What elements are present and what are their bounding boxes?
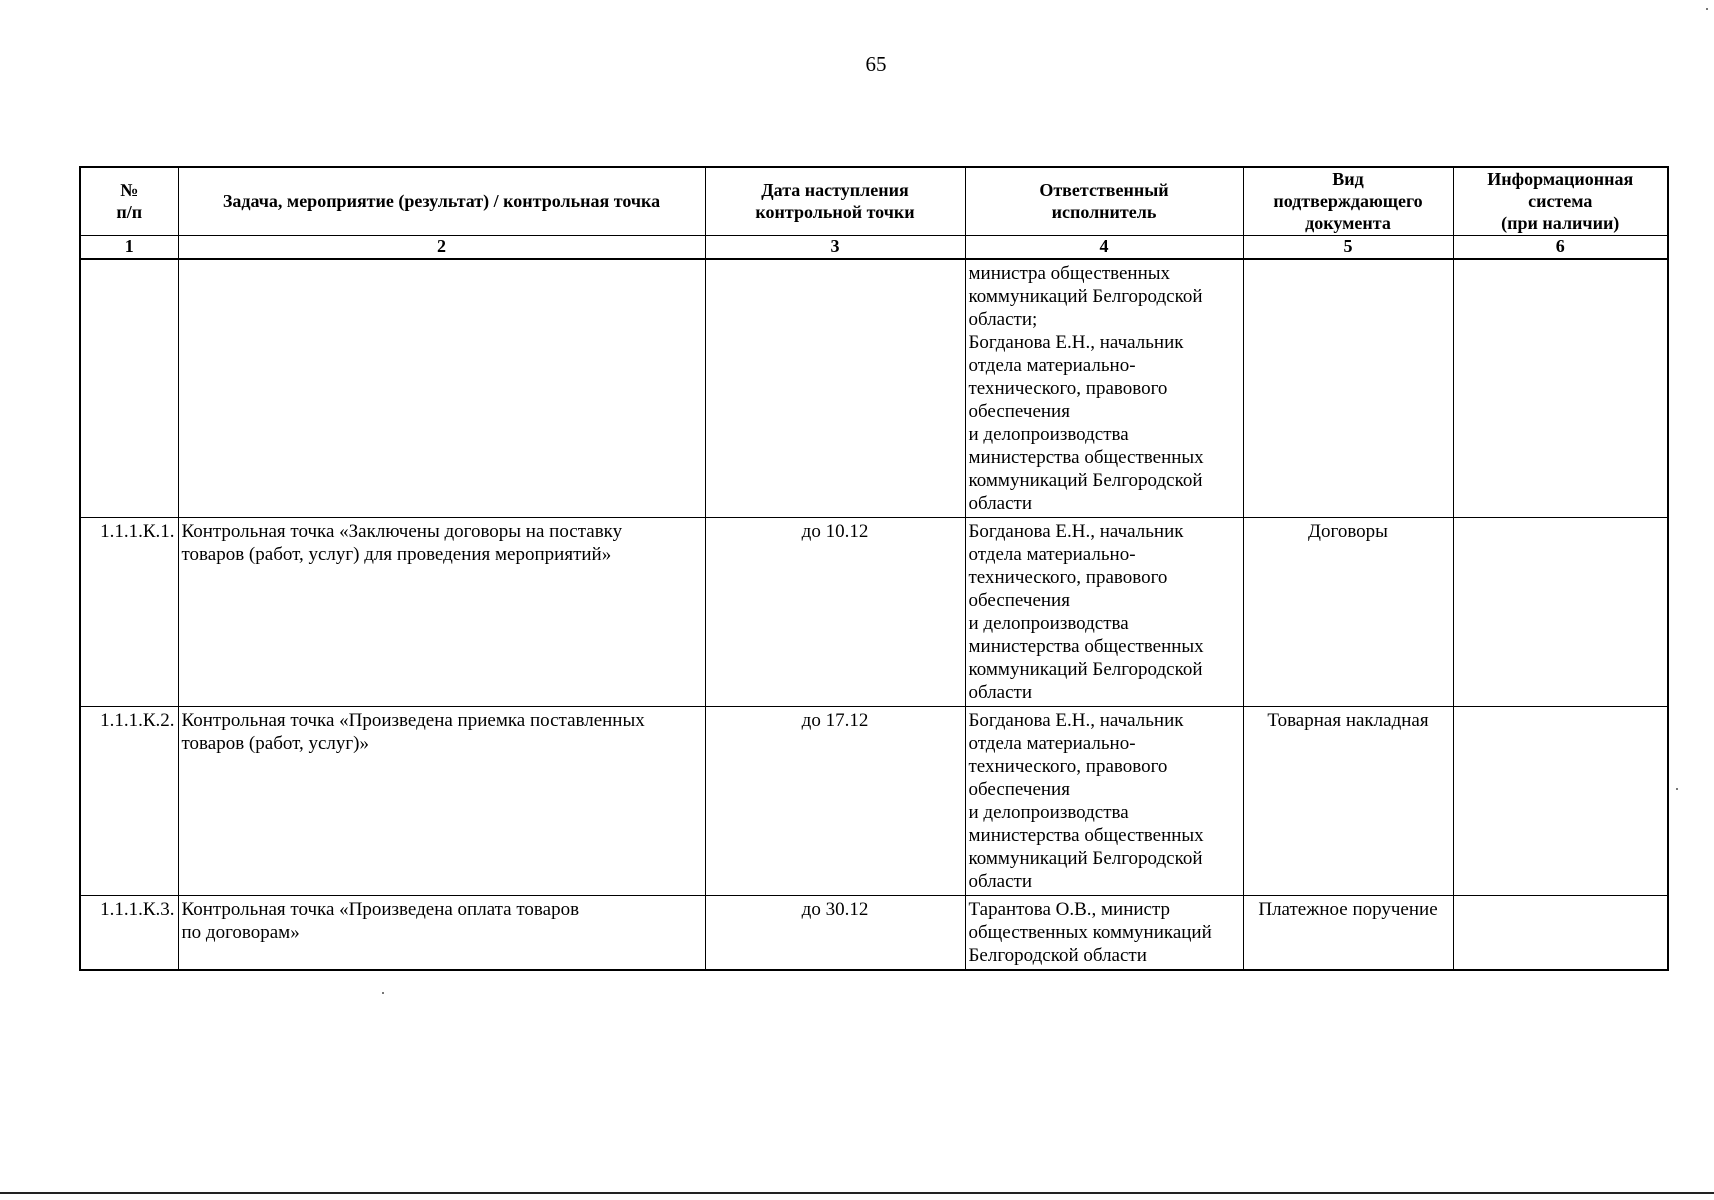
table-row [80,706,1668,895]
scan-speck [1676,788,1678,790]
row-document [1243,259,1453,518]
row-executor: Тарантова О.В., министр общественных коммуникаций Белгородской области [965,895,1243,970]
row-system [1453,259,1668,518]
table-row [80,895,1668,970]
row-task: Контрольная точка «Произведена приемка поставленных товаров (работ, услуг)» [178,706,705,895]
row-executor: министра общественных коммуникаций Белгородской области; Богданова Е.Н., начальник отдела материально- технического, правового обеспечения и делопроизводства министерства общественных коммуникаций Белгородской области [965,259,1243,518]
row-document: Договоры [1243,517,1453,706]
row-system [1453,895,1668,970]
header-document: Вид подтверждающего документа [1243,167,1453,235]
column-number: 1 [80,235,178,259]
row-system [1453,517,1668,706]
row-number: 1.1.1.К.3. [80,895,178,970]
row-task: Контрольная точка «Заключены договоры на поставку товаров (работ, услуг) для проведения мероприятий» [178,517,705,706]
row-number: 1.1.1.К.1. [80,517,178,706]
header-executor: Ответственный исполнитель [965,167,1243,235]
control-points-table [79,166,1669,971]
column-number: 3 [705,235,965,259]
scan-edge-line [0,1192,1714,1194]
row-task: Контрольная точка «Произведена оплата товаров по договорам» [178,895,705,970]
row-number [80,259,178,518]
column-number: 4 [965,235,1243,259]
row-date [705,259,965,518]
row-document: Платежное поручение [1243,895,1453,970]
header-number: № п/п [80,167,178,235]
column-number: 6 [1453,235,1668,259]
row-number: 1.1.1.К.2. [80,706,178,895]
header-date: Дата наступления контрольной точки [705,167,965,235]
row-executor: Богданова Е.Н., начальник отдела материально- технического, правового обеспечения и делопроизводства министерства общественных коммуникаций Белгородской области [965,517,1243,706]
row-date: до 10.12 [705,517,965,706]
table-row [80,517,1668,706]
header-system: Информационная система (при наличии) [1453,167,1668,235]
page-number: 65 [865,52,887,76]
column-number-row [80,235,1668,259]
scan-speck [1706,8,1708,10]
scan-speck [382,992,384,994]
row-system [1453,706,1668,895]
table-row [80,259,1668,518]
row-document: Товарная накладная [1243,706,1453,895]
row-executor: Богданова Е.Н., начальник отдела материально- технического, правового обеспечения и делопроизводства министерства общественных коммуникаций Белгородской области [965,706,1243,895]
row-task [178,259,705,518]
header-task: Задача, мероприятие (результат) / контрольная точка [178,167,705,235]
row-date: до 17.12 [705,706,965,895]
row-date: до 30.12 [705,895,965,970]
column-number: 2 [178,235,705,259]
column-number: 5 [1243,235,1453,259]
header-row [80,167,1668,235]
